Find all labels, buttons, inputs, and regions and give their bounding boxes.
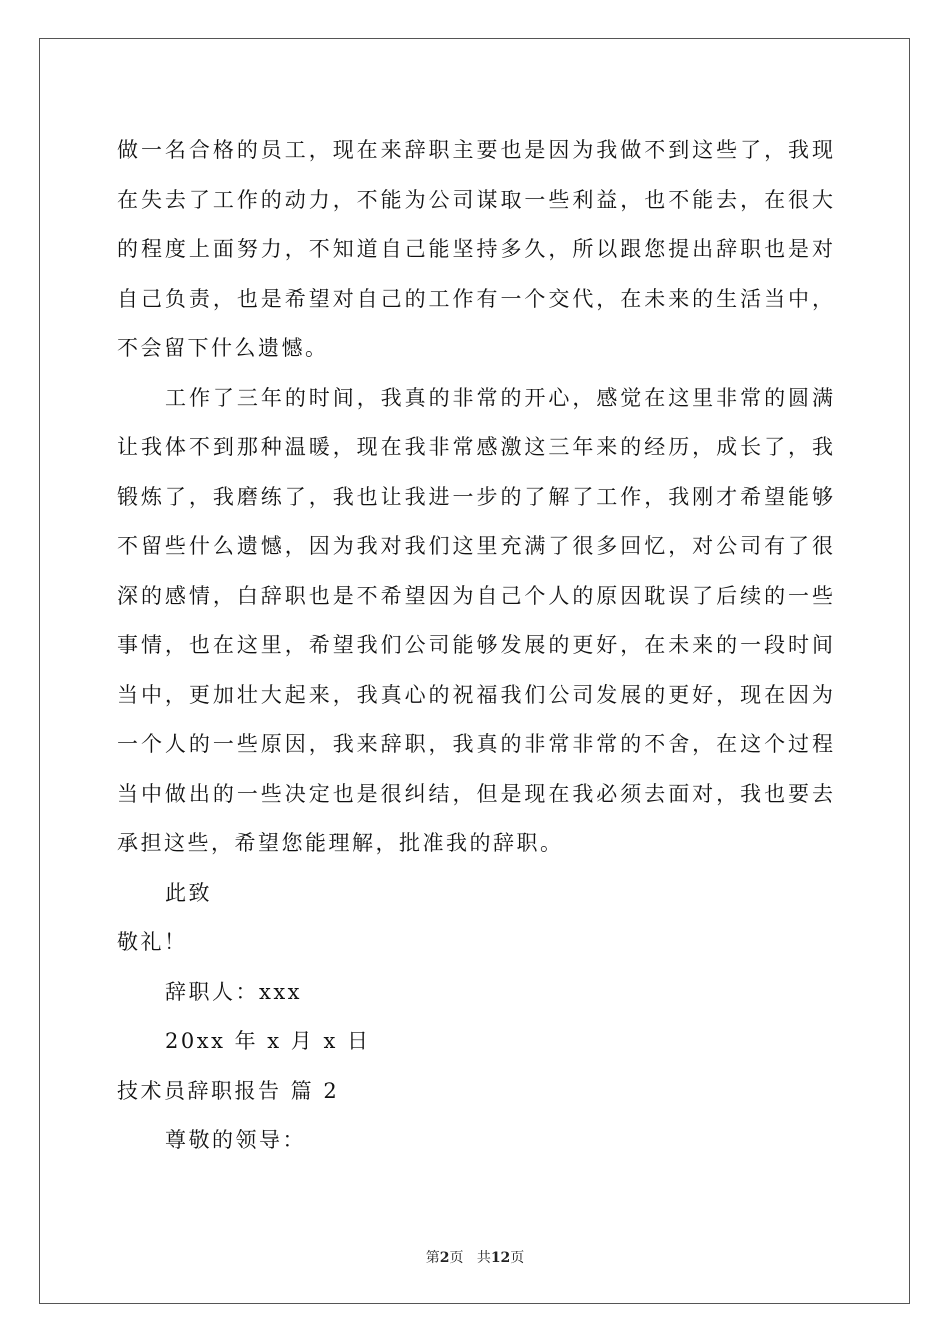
total-prefix: 共 [476, 1250, 491, 1266]
text-line: 不会留下什么遗憾。 [117, 336, 329, 360]
paragraph-1 [117, 126, 833, 374]
text-line: 当中，更加壮大起来，我真心的祝福我们公司发展的更好，现在因为 [117, 682, 833, 707]
text-line: 在失去了工作的动力，不能为公司谋取一些利益，也不能去，在很大 [117, 187, 833, 212]
text-line: 自己负责，也是希望对自己的工作有一个交代，在未来的生活当中， [117, 286, 833, 311]
text-line: 承担这些，希望您能理解，批准我的辞职。 [117, 831, 564, 855]
text-line: 锻炼了，我磨练了，我也让我进一步的了解了工作，我刚才希望能够 [117, 484, 833, 509]
total-suffix: 页 [510, 1250, 525, 1266]
page-prefix: 第 [425, 1250, 440, 1266]
document-body [117, 126, 833, 1166]
signer-line: 辞职人：xxx [165, 979, 303, 1004]
closing-salutation: 此致 [165, 880, 212, 905]
text-line: 不留些什么遗憾，因为我对我们这里充满了很多回忆，对公司有了很 [117, 534, 833, 558]
page-footer [0, 1247, 950, 1267]
text-line: 事情，也在这里，希望我们公司能够发展的更好，在未来的一段时间 [117, 633, 833, 657]
text-line: 工作了三年的时间，我真的非常的开心，感觉在这里非常的圆满 [165, 385, 833, 410]
text-line: 当中做出的一些决定也是很纠结，但是现在我必须去面对，我也要去 [117, 781, 833, 806]
text-line: 做一名合格的员工，现在来辞职主要也是因为我做不到这些了，我现 [117, 138, 833, 162]
text-line: 深的感情，白辞职也是不希望因为自己个人的原因耽误了后续的一些 [117, 583, 833, 608]
page-number: 2 [439, 1250, 450, 1266]
date-line: 20xx 年 x 月 x 日 [165, 1029, 371, 1053]
text-line: 的程度上面努力，不知道自己能坚持多久，所以跟您提出辞职也是对 [117, 237, 833, 261]
greeting-line: 尊敬的领导： [165, 1128, 306, 1152]
paragraph-2 [117, 374, 833, 869]
text-line: 一个人的一些原因，我来辞职，我真的非常非常的不舍，在这个过程 [117, 732, 833, 756]
page-suffix: 页 [449, 1250, 464, 1266]
closing-regards: 敬礼！ [117, 930, 188, 954]
section-title: 技术员辞职报告 篇 2 [117, 1078, 340, 1103]
total-pages: 12 [490, 1250, 511, 1266]
text-line: 让我体不到那种温暖，现在我非常感激这三年来的经历，成长了，我 [117, 435, 833, 459]
